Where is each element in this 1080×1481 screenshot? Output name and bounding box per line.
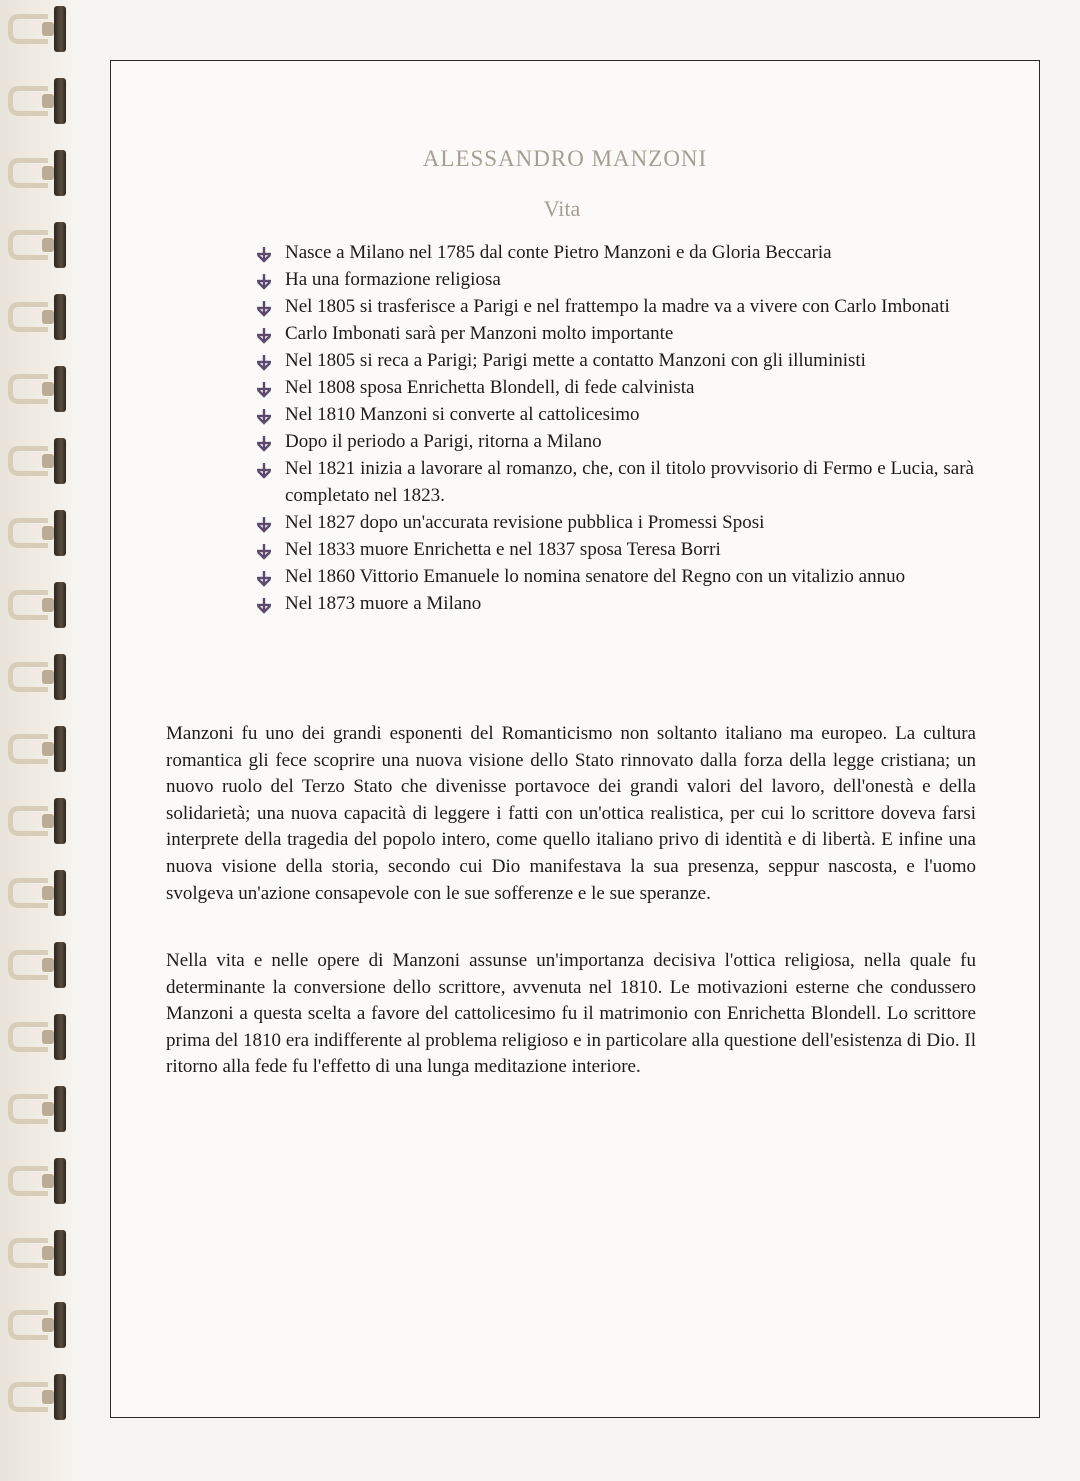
list-item — [252, 510, 974, 537]
binding-ring — [8, 510, 70, 556]
binding-ring — [8, 942, 70, 988]
list-item — [252, 402, 974, 429]
list-item-text: Ha una formazione religiosa — [285, 269, 501, 290]
list-item — [252, 537, 974, 564]
list-item-text: Nel 1805 si reca a Parigi; Parigi mette a contatto Manzoni con gli illuministi — [285, 350, 866, 371]
page-title: ALESSANDRO MANZONI — [422, 146, 708, 171]
list-item — [252, 429, 974, 456]
list-item — [252, 267, 974, 294]
binding-ring — [8, 582, 70, 628]
binding-ring — [8, 78, 70, 124]
paragraph-romanticism: Manzoni fu uno dei grandi esponenti del Romanticismo non soltanto italiano ma europeo. La cultura romantica gli fece scoprire una nuova visione dello Stato rinnovato dalla forza della legge cristiana; un nuovo ruolo del Terzo Stato che divenisse portavoce dei grandi valori del lavoro, dell'onestà e della solidarietà; una nuova capacità di leggere i fatti con un'ottica realistica, per cui lo scrittore doveva farsi interprete della tragedia del popolo intero, come quello italiano privo di identità e di libertà. E infine una nuova visione della storia, secondo cui Dio manifestava la sua presenza, seppur nascosta, e l'uomo svolgeva un'azione consapevole con le sue sofferenze e le sue speranze. — [166, 723, 976, 904]
down-arrow-icon — [254, 591, 274, 617]
biography-list — [252, 240, 974, 618]
binding-ring — [8, 6, 70, 52]
binding-ring — [8, 654, 70, 700]
list-item-text: Nel 1808 sposa Enrichetta Blondell, di fede calvinista — [285, 377, 695, 398]
list-item-text: Dopo il periodo a Parigi, ritorna a Milano — [285, 431, 602, 452]
binding-ring — [8, 726, 70, 772]
list-item — [252, 456, 974, 509]
down-arrow-icon — [254, 240, 274, 266]
list-item — [252, 321, 974, 348]
notebook-binding — [0, 0, 80, 1481]
binding-ring — [8, 1302, 70, 1348]
list-item — [252, 375, 974, 402]
binding-ring — [8, 366, 70, 412]
binding-ring — [8, 1374, 70, 1420]
down-arrow-icon — [254, 348, 274, 374]
down-arrow-icon — [254, 267, 274, 293]
list-item-text: Nel 1827 dopo un'accurata revisione pubblica i Promessi Sposi — [285, 511, 765, 533]
down-arrow-icon — [254, 564, 274, 590]
list-item — [252, 294, 974, 321]
binding-ring — [8, 1014, 70, 1060]
list-item-text: Nel 1833 muore Enrichetta e nel 1837 sposa Teresa Borri — [285, 538, 721, 560]
down-arrow-icon — [254, 510, 274, 536]
down-arrow-icon — [254, 294, 274, 320]
list-item — [252, 564, 974, 591]
list-item-text: Nel 1821 inizia a lavorare al romanzo, che, con il titolo provvisorio di Fermo e Lucia, sarà completato nel 1823. — [285, 458, 974, 506]
list-item — [252, 240, 974, 267]
down-arrow-icon — [254, 429, 274, 455]
binding-ring — [8, 798, 70, 844]
down-arrow-icon — [254, 321, 274, 347]
list-item-text: Carlo Imbonati sarà per Manzoni molto importante — [285, 323, 674, 344]
down-arrow-icon — [254, 375, 274, 401]
binding-ring — [8, 438, 70, 484]
list-item-text: Nel 1860 Vittorio Emanuele lo nomina senatore del Regno con un vitalizio annuo — [285, 565, 906, 587]
binding-ring — [8, 294, 70, 340]
list-item-text: Nel 1873 muore a Milano — [285, 592, 482, 614]
binding-ring — [8, 1230, 70, 1276]
down-arrow-icon — [254, 537, 274, 563]
list-item — [252, 348, 974, 375]
paragraph-religion: Nella vita e nelle opere di Manzoni assunse un'importanza decisiva l'ottica religiosa, nella quale fu determinante la conversione dello scrittore, avvenuta nel 1810. Le motivazioni esterne che condussero Manzoni a questa scelta a favore del cattolicesimo fu il matrimonio con Enrichetta Blondell. Lo scrittore prima del 1810 era indifferente al problema religioso e in particolare alla questione dell'esistenza di Dio. Il ritorno alla fede fu l'effetto di una lunga meditazione interiore. — [166, 950, 976, 1078]
list-item — [252, 591, 974, 618]
list-item-text: Nel 1810 Manzoni si converte al cattolicesimo — [285, 404, 640, 425]
down-arrow-icon — [254, 402, 274, 428]
binding-ring — [8, 870, 70, 916]
binding-ring — [8, 1086, 70, 1132]
binding-ring — [8, 1158, 70, 1204]
list-item-text: Nel 1805 si trasferisce a Parigi e nel frattempo la madre va a vivere con Carlo Imbonati — [285, 296, 950, 317]
section-subtitle: Vita — [543, 196, 581, 221]
down-arrow-icon — [254, 456, 274, 482]
list-item-text: Nasce a Milano nel 1785 dal conte Pietro Manzoni e da Gloria Beccaria — [285, 242, 832, 263]
binding-ring — [8, 222, 70, 268]
